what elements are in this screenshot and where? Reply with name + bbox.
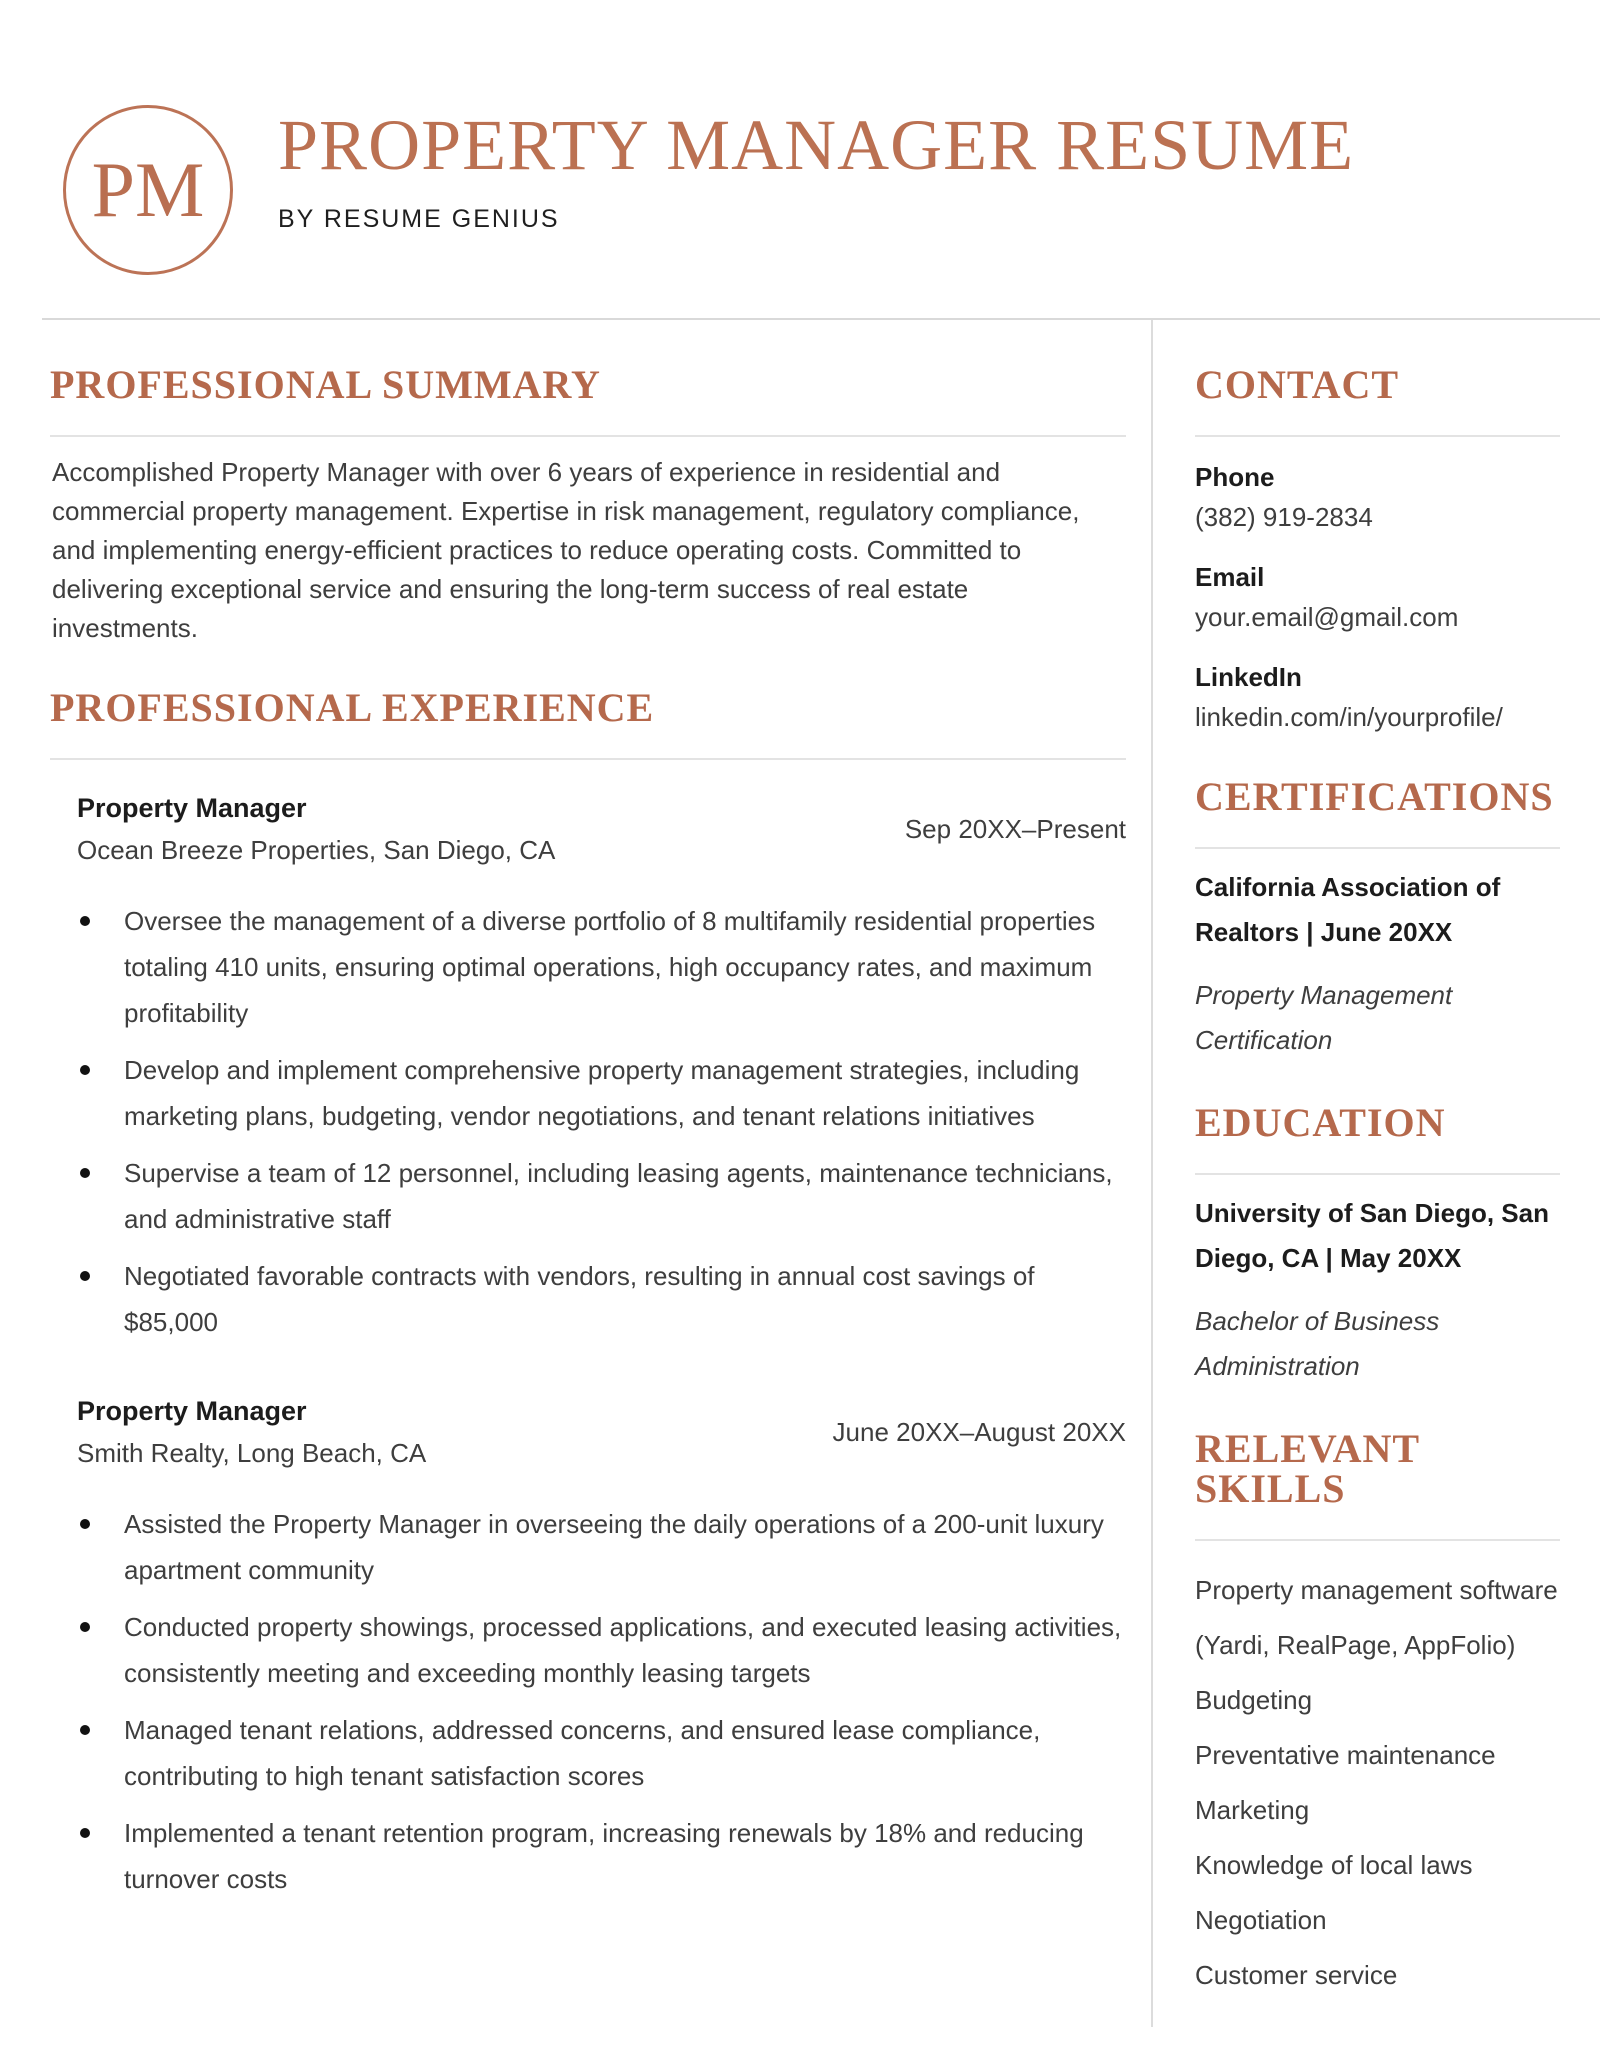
skill-item: Knowledge of local laws (1195, 1850, 1473, 1880)
skill-item: Property management software (Yardi, RealPage, AppFolio) (1195, 1575, 1558, 1660)
contact-heading: CONTACT (1195, 362, 1400, 407)
job-bullet: Supervise a team of 12 personnel, including leasing agents, maintenance technicians, and administrative staff (77, 1150, 1126, 1242)
job-title-block (77, 790, 555, 868)
job-dates: June 20XX–August 20XX (832, 1416, 1126, 1447)
job-head (77, 1393, 1126, 1471)
job-bullet-list (77, 898, 1126, 1345)
contact-item-linkedin (1195, 657, 1560, 737)
certification-title: California Association of Realtors | June 20XX (1195, 872, 1501, 947)
skill-item: Customer service (1195, 1960, 1398, 1990)
section-education (1195, 1100, 1560, 1389)
skill-item: Budgeting (1195, 1685, 1313, 1715)
contact-item-phone (1195, 457, 1560, 537)
experience-divider (50, 758, 1126, 760)
skill-item: Negotiation (1195, 1905, 1327, 1935)
job-head (77, 790, 1126, 868)
job-title: Property Manager (77, 1396, 307, 1426)
job-company: Smith Realty, Long Beach, CA (77, 1438, 427, 1468)
job-bullet: Implemented a tenant retention program, increasing renewals by 18% and reducing turnover costs (77, 1810, 1126, 1902)
section-professional-experience (50, 685, 1126, 1902)
skills-divider (1195, 1539, 1560, 1541)
certifications-heading: CERTIFICATIONS (1195, 774, 1554, 819)
education-heading: EDUCATION (1195, 1100, 1446, 1145)
job-title: Property Manager (77, 793, 307, 823)
skills-heading: RELEVANT SKILLS (1195, 1426, 1420, 1511)
job-bullet: Assisted the Property Manager in overseeing the daily operations of a 200-unit luxury apartment community (77, 1501, 1126, 1593)
job-company: Ocean Breeze Properties, San Diego, CA (77, 835, 556, 865)
skill-item: Marketing (1195, 1795, 1310, 1825)
section-professional-summary (50, 362, 1126, 648)
header-text (278, 105, 1354, 234)
experience-heading: PROFESSIONAL EXPERIENCE (50, 685, 655, 730)
contact-value-phone: (382) 919-2834 (1195, 502, 1373, 532)
summary-heading: PROFESSIONAL SUMMARY (50, 362, 601, 407)
logo-monogram (63, 105, 233, 275)
contact-divider (1195, 435, 1560, 437)
job-bullet-list (77, 1501, 1126, 1902)
contact-label: Phone (1195, 462, 1275, 492)
logo-initials: PM (91, 146, 205, 233)
header (0, 0, 1600, 275)
job-bullet: Oversee the management of a diverse portfolio of 8 multifamily residential properties totaling 410 units, ensuring optimal operations, high occupancy rates, and maximum profitability (77, 898, 1126, 1036)
content-columns (0, 320, 1600, 2027)
job-dates: Sep 20XX–Present (904, 813, 1126, 844)
skill-item: Preventative maintenance (1195, 1740, 1496, 1770)
certification-subtitle: Property Management Certification (1195, 980, 1453, 1055)
contact-label: Email (1195, 562, 1265, 592)
job-bullet: Negotiated favorable contracts with vendors, resulting in annual cost savings of $85,000 (77, 1253, 1126, 1345)
skills-list (1195, 1563, 1560, 2003)
main-column (0, 320, 1151, 2027)
job-bullet: Managed tenant relations, addressed concerns, and ensured lease compliance, contributing to high tenant satisfaction scores (77, 1707, 1126, 1799)
education-title: University of San Diego, San Diego, CA | May 20XX (1195, 1198, 1549, 1273)
contact-value-email: your.email@gmail.com (1195, 602, 1459, 632)
job-bullet: Develop and implement comprehensive property management strategies, including marketing plans, budgeting, vendor negotiations, and tenant relations initiatives (77, 1047, 1126, 1139)
contact-label: LinkedIn (1195, 662, 1302, 692)
job-entry (50, 790, 1126, 1345)
certifications-divider (1195, 847, 1560, 849)
education-divider (1195, 1173, 1560, 1175)
contact-value-linkedin: linkedin.com/in/yourprofile/ (1195, 702, 1503, 732)
education-subtitle: Bachelor of Business Administration (1195, 1306, 1440, 1381)
section-contact (1195, 362, 1560, 737)
summary-text: Accomplished Property Manager with over 6 years of experience in residential and commercial property management. Expertise in risk management, regulatory compliance, and implementing energy-efficient practices to reduce operating costs. Committed to delivering exceptional service and ensuring the long-term success of real estate investments. (52, 457, 1080, 643)
summary-divider (50, 435, 1126, 437)
section-relevant-skills (1195, 1426, 1560, 2003)
job-entry (50, 1393, 1126, 1902)
contact-item-email (1195, 557, 1560, 637)
byline: BY RESUME GENIUS (278, 205, 560, 233)
page-title: PROPERTY MANAGER RESUME (278, 105, 1355, 185)
sidebar (1151, 320, 1600, 2027)
job-title-block (77, 1393, 426, 1471)
section-certifications (1195, 774, 1560, 1063)
job-bullet: Conducted property showings, processed applications, and executed leasing activities, consistently meeting and exceeding monthly leasing targets (77, 1604, 1126, 1696)
